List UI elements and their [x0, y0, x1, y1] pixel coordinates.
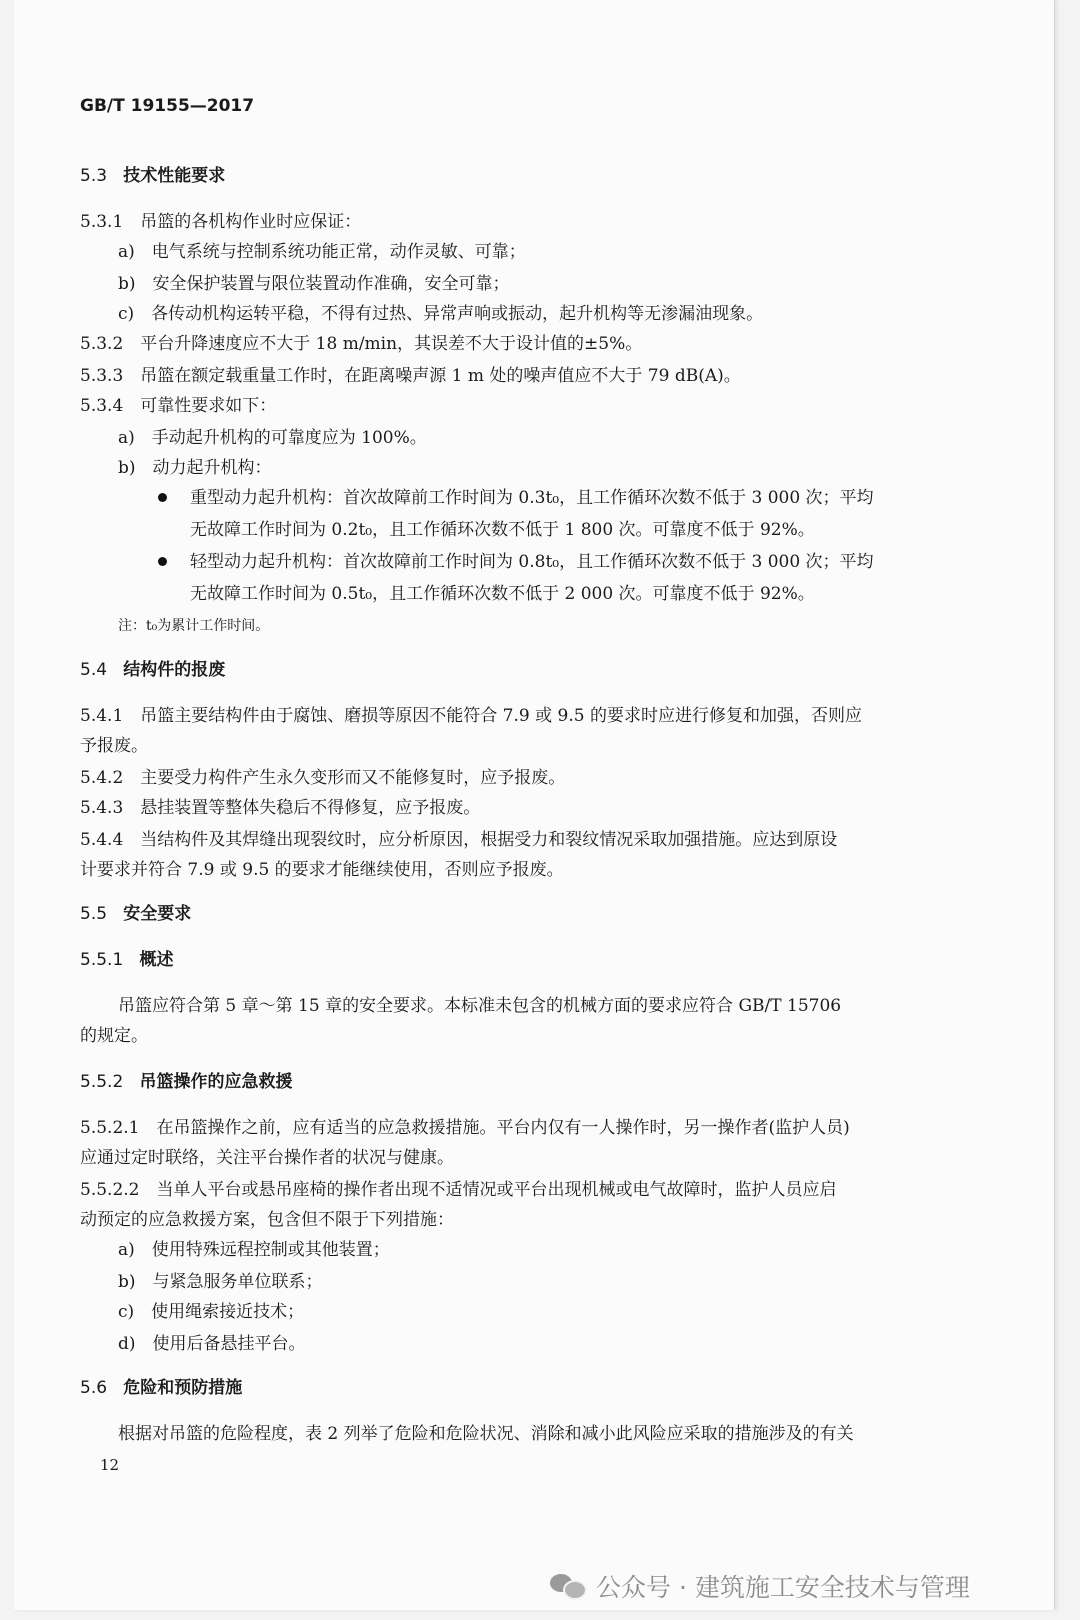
- section-title: 技术性能要求: [123, 166, 226, 186]
- bullet-text: 轻型动力起升机构：首次故障前工作时间为 0.8t₀，且工作循环次数不低于 3 000 次；平均: [190, 552, 874, 572]
- list-item: c) 使用绳索接近技术；: [118, 1302, 305, 1322]
- clause-5-4-4: 5.4.4 当结构件及其焊缝出现裂纹时，应分析原因，根据受力和裂纹情况采取加强措施。应达到原设: [80, 830, 838, 850]
- clause-5-4-1-cont: 予报废。: [80, 736, 148, 756]
- list-item: a) 电气系统与控制系统功能正常，动作灵敏、可靠；: [118, 242, 526, 262]
- list-item: b) 与紧急服务单位联系；: [118, 1272, 323, 1292]
- subsection-heading-5-5-1: [80, 950, 173, 970]
- clause-5-4-4-cont: 计要求并符合 7.9 或 9.5 的要求才能继续使用，否则应予报废。: [80, 860, 564, 880]
- section-title: 概述: [139, 950, 174, 970]
- section-heading-5-4: [80, 660, 225, 680]
- section-title: 危险和预防措施: [123, 1378, 243, 1398]
- clause-5-3-4: 5.3.4 可靠性要求如下：: [80, 396, 277, 416]
- list-item: d) 使用后备悬挂平台。: [118, 1334, 306, 1354]
- list-item: b) 安全保护装置与限位装置动作准确，安全可靠；: [118, 274, 510, 294]
- wechat-icon: [550, 1571, 586, 1601]
- subsection-heading-5-5-2: [80, 1072, 292, 1092]
- section-title: 结构件的报废: [123, 660, 226, 680]
- clause-5-5-2-1-cont: 应通过定时联络，关注平台操作者的状况与健康。: [80, 1148, 454, 1168]
- paragraph: 根据对吊篮的危险程度，表 2 列举了危险和危险状况、消除和减小此风险应采取的措施涉及的有关: [118, 1424, 854, 1444]
- clause-5-4-1: 5.4.1 吊篮主要结构件由于腐蚀、磨损等原因不能符合 7.9 或 9.5 的要求时应进行修复和加强，否则应: [80, 706, 862, 726]
- list-item: a) 手动起升机构的可靠度应为 100%。: [118, 428, 427, 448]
- clause-5-4-2: 5.4.2 主要受力构件产生永久变形而又不能修复时，应予报废。: [80, 768, 566, 788]
- section-number: 5.6: [80, 1378, 108, 1398]
- section-number: 5.4: [80, 660, 108, 680]
- list-item: c) 各传动机构运转平稳，不得有过热、异常声响或振动，起升机构等无渗漏油现象。: [118, 304, 764, 324]
- clause-5-4-3: 5.4.3 悬挂装置等整体失稳后不得修复，应予报废。: [80, 798, 481, 818]
- watermark: [550, 1566, 970, 1606]
- section-heading-5-3: [80, 166, 225, 186]
- clause-5-5-2-2-cont: 动预定的应急救援方案，包含但不限于下列措施：: [80, 1210, 454, 1230]
- bullet-text: 无故障工作时间为 0.2t₀，且工作循环次数不低于 1 800 次。可靠度不低于 92%。: [190, 520, 815, 540]
- clause-5-3-3: 5.3.3 吊篮在额定载重量工作时，在距离噪声源 1 m 处的噪声值应不大于 79 dB(A)。: [80, 366, 741, 386]
- section-number: 5.3: [80, 166, 108, 186]
- section-title: 安全要求: [123, 904, 192, 924]
- note: 注：t₀为累计工作时间。: [118, 618, 270, 634]
- bullet-text: 无故障工作时间为 0.5t₀，且工作循环次数不低于 2 000 次。可靠度不低于 92%。: [190, 584, 815, 604]
- section-number: 5.5.1: [80, 950, 124, 970]
- document-page: [14, 0, 1055, 1610]
- section-heading-5-6: [80, 1378, 242, 1398]
- section-heading-5-5: [80, 904, 191, 924]
- paragraph: 吊篮应符合第 5 章～第 15 章的安全要求。本标准未包含的机械方面的要求应符合 GB/T 15706: [118, 996, 842, 1016]
- bullet-icon: [158, 493, 167, 502]
- section-number: 5.5: [80, 904, 108, 924]
- clause-5-5-2-1: 5.5.2.1 在吊篮操作之前，应有适当的应急救援措施。平台内仅有一人操作时，另一操作者(监护人员): [80, 1118, 850, 1138]
- section-title: 吊篮操作的应急救援: [139, 1072, 293, 1092]
- clause-5-5-2-2: 5.5.2.2 当单人平台或悬吊座椅的操作者出现不适情况或平台出现机械或电气故障时，监护人员应启: [80, 1180, 837, 1200]
- paragraph-cont: 的规定。: [80, 1026, 148, 1046]
- list-item: a) 使用特殊远程控制或其他装置；: [118, 1240, 390, 1260]
- page-number: 12: [100, 1456, 120, 1474]
- bullet-icon: [158, 557, 167, 566]
- standard-code: GB/T 19155—2017: [80, 96, 255, 116]
- clause-5-3-1: 5.3.1 吊篮的各机构作业时应保证：: [80, 212, 362, 232]
- section-number: 5.5.2: [80, 1072, 124, 1092]
- clause-5-3-2: 5.3.2 平台升降速度应不大于 18 m/min，其误差不大于设计值的±5%。: [80, 334, 643, 354]
- list-item: b) 动力起升机构：: [118, 458, 272, 478]
- bullet-text: 重型动力起升机构：首次故障前工作时间为 0.3t₀，且工作循环次数不低于 3 000 次；平均: [190, 488, 874, 508]
- watermark-label: 公众号 · 建筑施工安全技术与管理: [596, 1573, 970, 1602]
